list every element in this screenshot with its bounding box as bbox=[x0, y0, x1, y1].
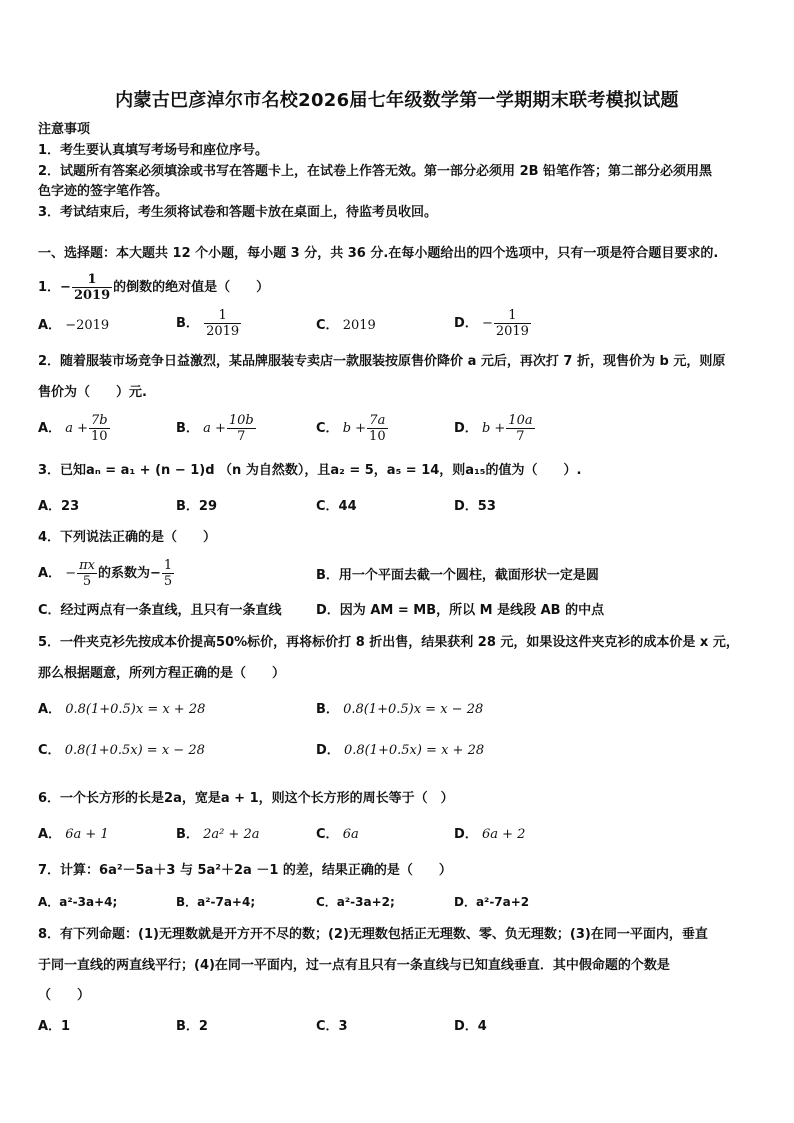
question-4: 4．下列说法正确的是（ ） bbox=[38, 530, 217, 545]
option-label: B． bbox=[316, 702, 339, 717]
option-value: 6a + 1 bbox=[65, 827, 109, 842]
q1-option-a bbox=[38, 316, 109, 336]
q6-option-d bbox=[454, 825, 525, 845]
denominator: 10 bbox=[89, 428, 110, 444]
q4-option-c: C．经过两点有一条直线，且只有一条直线 bbox=[38, 603, 282, 618]
q8-option-b: B．2 bbox=[176, 1019, 208, 1034]
q6-option-a bbox=[38, 825, 109, 845]
q4-option-a bbox=[38, 558, 175, 589]
fraction bbox=[367, 413, 388, 444]
option-label: B． bbox=[176, 421, 199, 436]
option-label: A． bbox=[38, 827, 62, 842]
q2-option-a bbox=[38, 413, 111, 444]
option-label: D． bbox=[454, 316, 478, 331]
option-prefix: b + bbox=[481, 421, 506, 436]
fraction bbox=[162, 558, 174, 589]
fraction bbox=[494, 308, 531, 339]
option-text: 的系数为− bbox=[98, 566, 161, 581]
minus-sign: − bbox=[60, 280, 71, 295]
q6-option-c bbox=[316, 825, 359, 845]
numerator: πx bbox=[79, 558, 95, 573]
q5-option-a bbox=[38, 700, 205, 720]
q7-option-c: C．a²-3a+2; bbox=[316, 895, 395, 909]
option-label: B． bbox=[176, 827, 199, 842]
q6-option-b bbox=[176, 825, 259, 845]
q5-option-d bbox=[316, 741, 484, 761]
notice-item-3: 3．考试结束后，考生须将试卷和答题卡放在桌面上，待监考员收回。 bbox=[38, 205, 438, 220]
q2-option-b bbox=[176, 413, 257, 444]
q4-option-d: D．因为 AM = MB，所以 M 是线段 AB 的中点 bbox=[316, 603, 605, 618]
notice-heading: 注意事项 bbox=[38, 122, 91, 137]
q2-option-d bbox=[454, 413, 536, 444]
question-8-line-3: （ ） bbox=[38, 988, 91, 1003]
denominator: 5 bbox=[163, 574, 173, 589]
question-6: 6．一个长方形的长是2a，宽是a + 1，则这个长方形的周长等于（ ） bbox=[38, 791, 454, 806]
denominator: 2019 bbox=[73, 288, 111, 303]
notice-item-1: 1．考生要认真填写考场号和座位序号。 bbox=[38, 143, 269, 158]
option-prefix: b + bbox=[342, 421, 367, 436]
q5-option-b bbox=[316, 700, 483, 720]
q8-option-c: C．3 bbox=[316, 1019, 348, 1034]
option-label: B． bbox=[176, 316, 199, 331]
q1-option-b bbox=[176, 308, 242, 339]
q8-option-a: A．1 bbox=[38, 1019, 71, 1034]
denominator: 2019 bbox=[206, 324, 240, 339]
question-2-line-1: 2．随着服装市场竞争日益激烈，某品牌服装专卖店一款服装按原售价降价 a 元后，再次打 7 折，现售价为 b 元，则原 bbox=[38, 354, 726, 369]
q5-option-c bbox=[38, 741, 205, 761]
option-value: 0.8(1+0.5x) = x − 28 bbox=[64, 743, 205, 758]
fraction bbox=[77, 558, 97, 589]
notice-item-2-cont: 色字迹的签字笔作答。 bbox=[38, 184, 169, 199]
option-label: A． bbox=[38, 421, 62, 436]
q7-option-a: A．a²-3a+4; bbox=[38, 895, 118, 909]
option-label: A． bbox=[38, 318, 62, 333]
numerator: 1 bbox=[87, 272, 97, 287]
option-label: D． bbox=[454, 421, 478, 436]
option-value: 0.8(1+0.5)x = x + 28 bbox=[65, 702, 206, 717]
option-label: A． bbox=[38, 702, 62, 717]
question-5-line-1: 5．一件夹克衫先按成本价提高50%标价，再将标价打 8 折出售，结果获利 28 元，如果设这件夹克衫的成本价是 x 元， bbox=[38, 635, 739, 650]
q3-option-a: A．23 bbox=[38, 499, 80, 514]
q7-option-b: B．a²-7a+4; bbox=[176, 895, 256, 909]
page-title: 内蒙古巴彦淖尔市名校2026届七年级数学第一学期期末联考模拟试题 bbox=[115, 90, 679, 111]
option-value: 6a + 2 bbox=[481, 827, 526, 842]
q4-option-b: B．用一个平面去截一个圆柱，截面形状一定是圆 bbox=[316, 568, 599, 583]
question-2-line-2: 售价为（ ）元. bbox=[38, 385, 147, 400]
question-text: 的倒数的绝对值是（ ） bbox=[113, 280, 270, 295]
denominator: 2019 bbox=[495, 324, 529, 339]
option-value: 2019 bbox=[342, 318, 376, 333]
minus-sign: − bbox=[481, 316, 493, 331]
fraction bbox=[89, 413, 110, 444]
numerator: 7a bbox=[369, 413, 386, 428]
option-label: C． bbox=[316, 421, 339, 436]
denominator: 5 bbox=[77, 573, 97, 589]
option-prefix: a + bbox=[203, 421, 226, 436]
notice-item-2: 2．试题所有答案必须填涂或书写在答题卡上，在试卷上作答无效。第一部分必须用 2B 铅笔作答；第二部分必须用黑 bbox=[38, 164, 713, 179]
q1-option-d bbox=[454, 308, 532, 339]
denominator: 10 bbox=[369, 429, 386, 444]
denominator: 7 bbox=[227, 428, 256, 444]
question-3: 3．已知aₙ = a₁ + (n − 1)d （n 为自然数），且a₂ = 5，a₅ = 14，则a₁₅的值为（ ）. bbox=[38, 463, 582, 478]
option-label: C． bbox=[316, 827, 339, 842]
option-value: 0.8(1+0.5)x = x − 28 bbox=[343, 702, 484, 717]
option-label: D． bbox=[454, 827, 478, 842]
option-value: 0.8(1+0.5x) = x + 28 bbox=[343, 743, 485, 758]
question-8-line-2: 于同一直线的两直线平行；(4)在同一平面内，过一点有且只有一条直线与已知直线垂直．其中假命题的个数是 bbox=[38, 958, 670, 973]
denominator: 7 bbox=[506, 428, 534, 444]
numerator: 1 bbox=[218, 308, 227, 323]
option-value: 2a² + 2a bbox=[203, 827, 260, 842]
numerator: 10b bbox=[228, 413, 254, 428]
q2-option-c bbox=[316, 413, 389, 444]
q7-option-d: D．a²-7a+2 bbox=[454, 895, 530, 909]
q3-option-c: C．44 bbox=[316, 499, 357, 514]
question-7: 7．计算：6a²－5a＋3 与 5a²＋2a －1 的差，结果正确的是（ ） bbox=[38, 863, 452, 878]
option-label: C． bbox=[38, 743, 61, 758]
option-label: C． bbox=[316, 318, 339, 333]
question-8-line-1: 8．有下列命题：(1)无理数就是开方开不尽的数；(2)无理数包括正无理数、零、负无理数；(3)在同一平面内，垂直 bbox=[38, 927, 708, 942]
option-label: A． bbox=[38, 566, 62, 581]
option-value: 6a bbox=[342, 827, 359, 842]
numerator: 7b bbox=[90, 413, 108, 428]
q3-option-d: D．53 bbox=[454, 499, 496, 514]
option-value: −2019 bbox=[65, 318, 110, 333]
q1-option-c bbox=[316, 316, 376, 336]
fraction bbox=[204, 308, 241, 339]
q8-option-d: D．4 bbox=[454, 1019, 487, 1034]
option-label: D． bbox=[316, 743, 340, 758]
q3-option-b: B．29 bbox=[176, 499, 217, 514]
question-5-line-2: 那么根据题意，所列方程正确的是（ ） bbox=[38, 666, 286, 681]
numerator: 1 bbox=[508, 308, 517, 323]
question-number: 1． bbox=[38, 280, 61, 295]
fraction bbox=[506, 413, 534, 444]
numerator: 10a bbox=[508, 413, 533, 428]
question-1 bbox=[38, 272, 756, 303]
fraction bbox=[227, 413, 256, 444]
section-heading: 一、选择题：本大题共 12 个小题，每小题 3 分，共 36 分.在每小题给出的四个选项中，只有一项是符合题目要求的. bbox=[38, 246, 719, 261]
numerator: 1 bbox=[163, 558, 173, 573]
option-prefix: a + bbox=[65, 421, 88, 436]
fraction bbox=[72, 272, 112, 303]
minus-sign: − bbox=[65, 566, 77, 581]
